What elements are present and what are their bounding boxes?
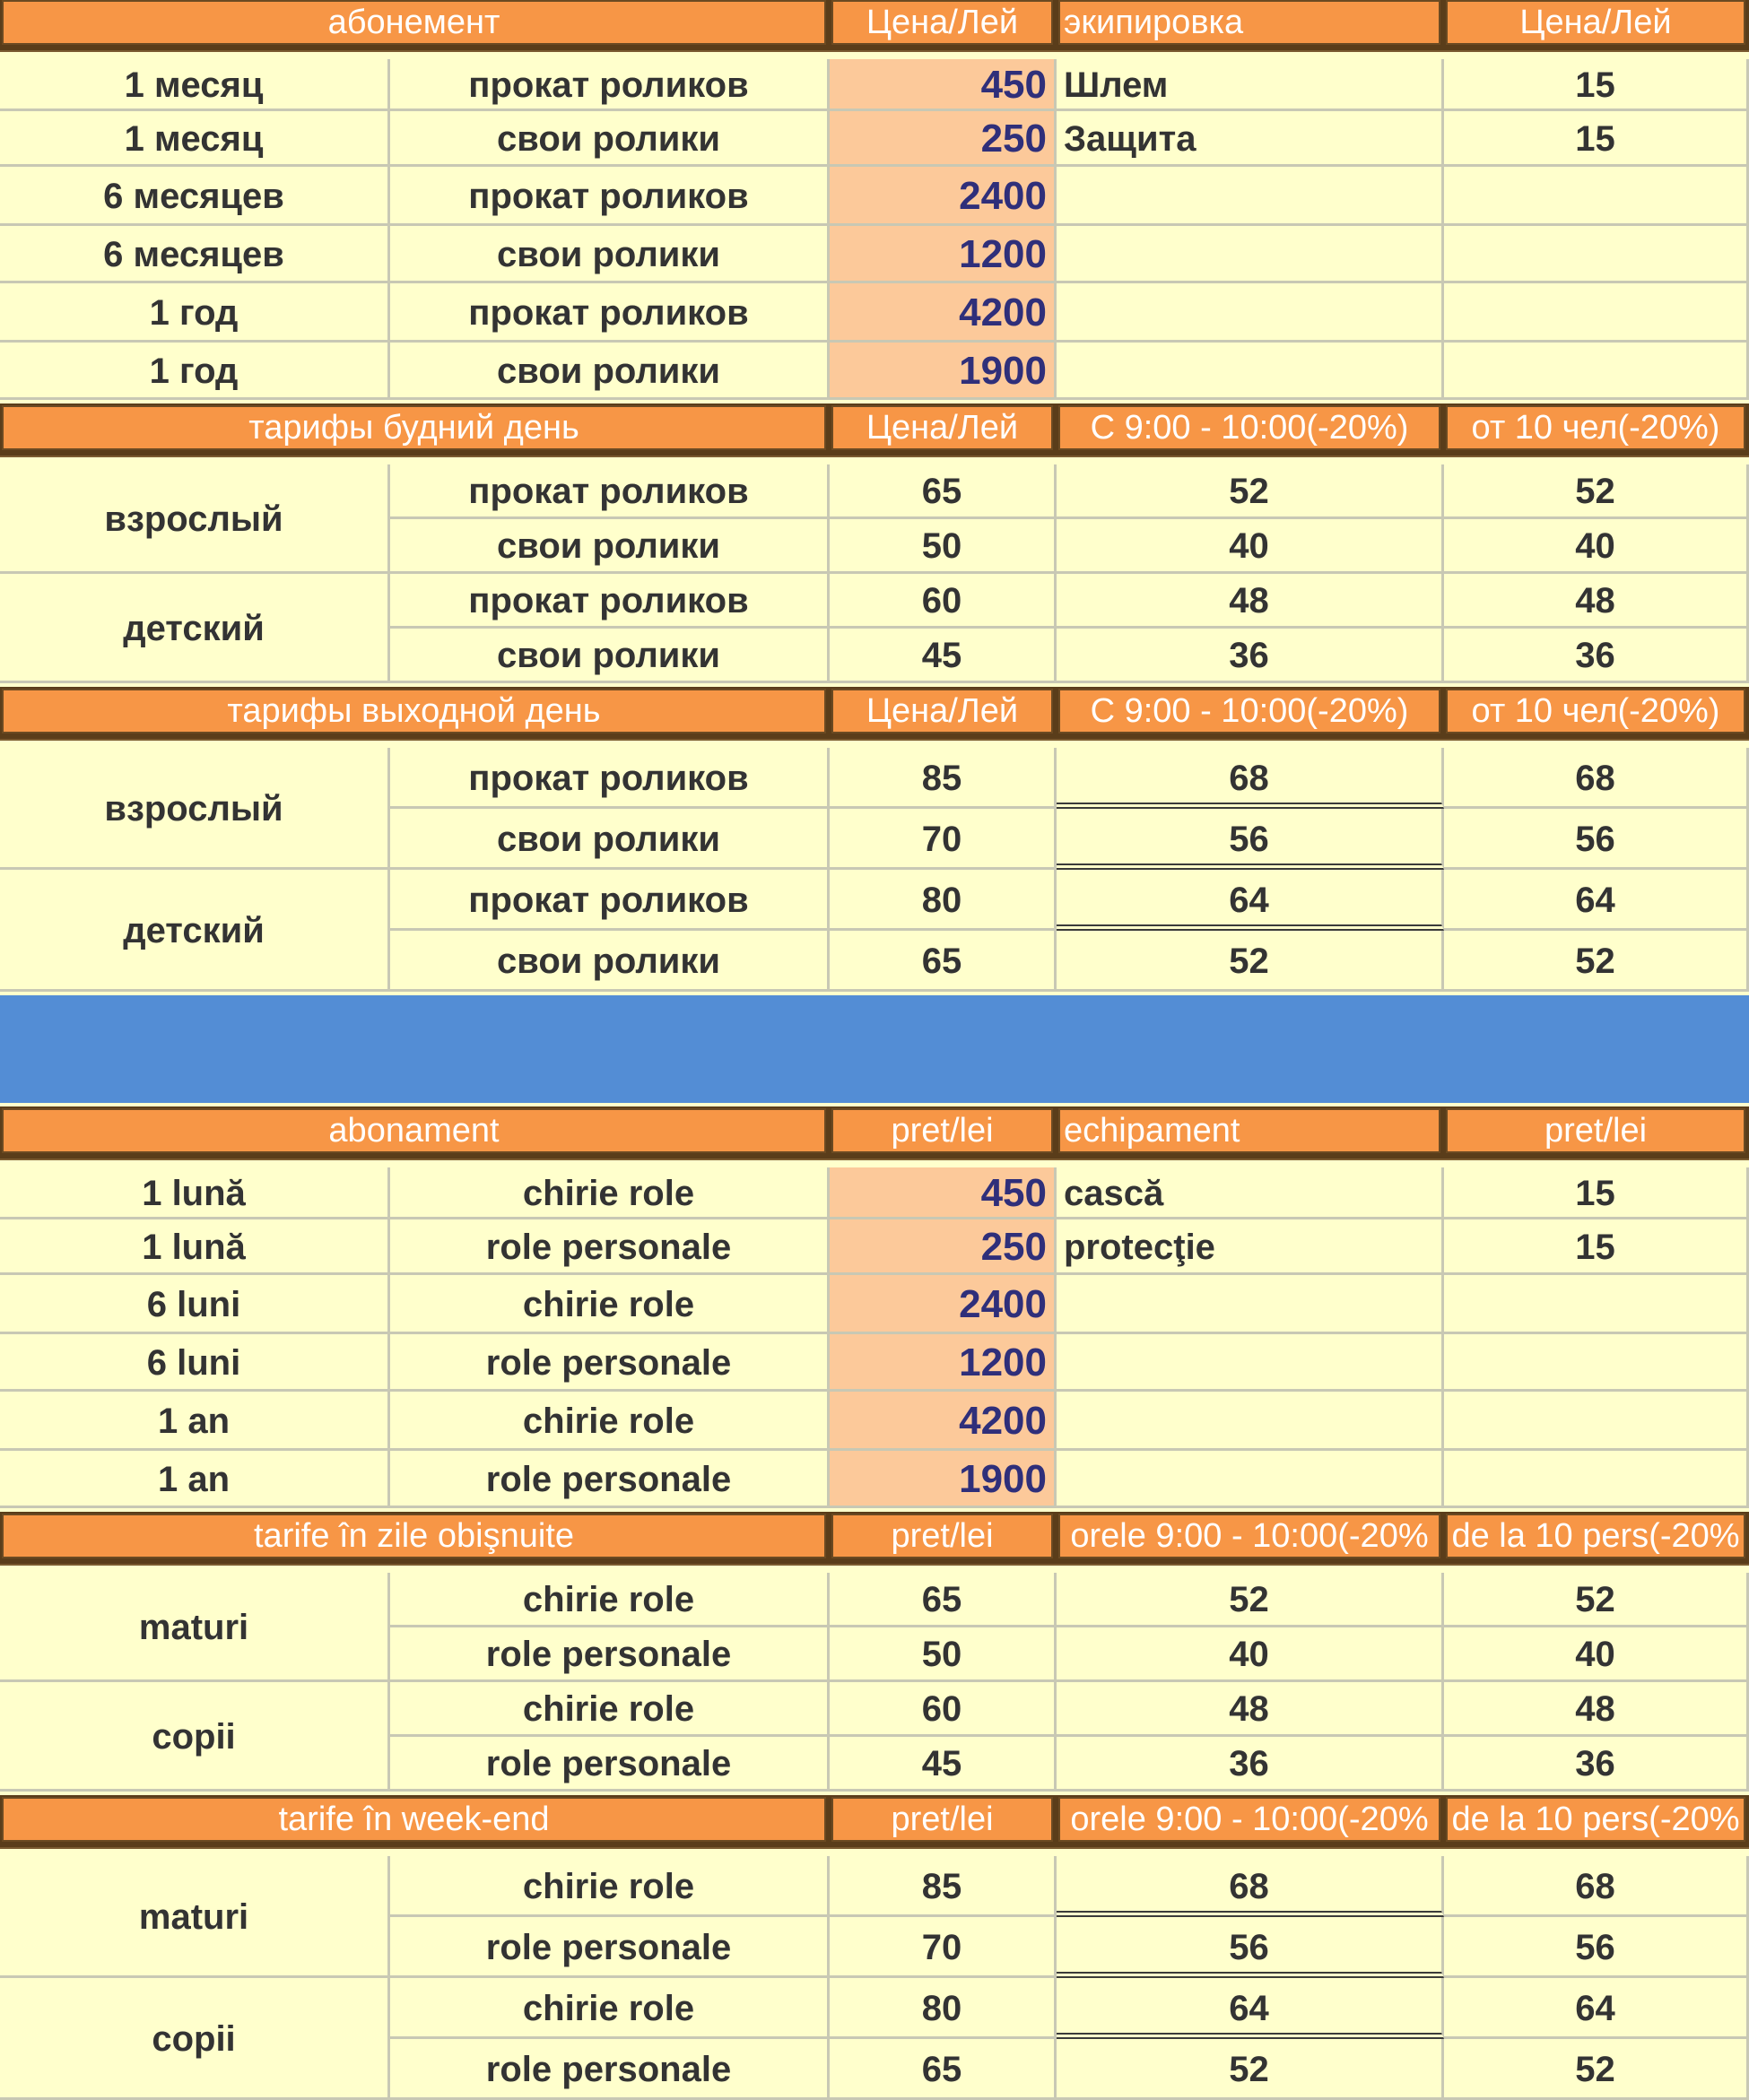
- price-cell: 65: [830, 1573, 1057, 1627]
- period-cell: 1 месяц: [0, 59, 390, 111]
- type-cell: chirie role: [390, 1856, 830, 1917]
- morning-discount-cell: 36: [1057, 629, 1444, 683]
- price-cell: 65: [830, 2039, 1057, 2100]
- type-cell: свои ролики: [390, 809, 830, 870]
- morning-discount-cell: 68: [1057, 748, 1444, 809]
- header-cell: от 10 чел(-20%): [1446, 405, 1745, 450]
- header-cell: экипировка: [1058, 0, 1440, 45]
- period-cell: 6 месяцев: [0, 167, 390, 226]
- type-cell: прокат роликов: [390, 870, 830, 931]
- equipment-price-cell: 15: [1444, 1167, 1749, 1219]
- price-cell: 1900: [830, 343, 1057, 400]
- type-cell: свои ролики: [390, 343, 830, 400]
- header-separator: [0, 739, 1749, 748]
- section-divider-band: [0, 995, 1749, 1103]
- type-cell: chirie role: [390, 1275, 830, 1334]
- type-cell: свои ролики: [390, 226, 830, 283]
- period-cell: 1 an: [0, 1392, 390, 1451]
- header-cell: тарифы будний день: [2, 405, 826, 450]
- morning-discount-cell: 40: [1057, 1627, 1444, 1682]
- header-cell: orele 9:00 - 10:00(-20%: [1058, 1797, 1440, 1842]
- header-cell: С 9:00 - 10:00(-20%): [1058, 689, 1440, 733]
- header-cell: от 10 чел(-20%): [1446, 689, 1745, 733]
- price-cell: 50: [830, 519, 1057, 574]
- group-discount-cell: 36: [1444, 1737, 1749, 1792]
- age-group-cell: copii: [0, 1682, 390, 1792]
- type-cell: прокат роликов: [390, 574, 830, 629]
- group-discount-cell: 52: [1444, 931, 1749, 992]
- header-cell: Цена/Лей: [831, 0, 1053, 45]
- header-cell: tarife în week-end: [2, 1797, 826, 1842]
- header-cell: С 9:00 - 10:00(-20%): [1058, 405, 1440, 450]
- equipment-cell: [1057, 167, 1444, 226]
- morning-discount-cell: 52: [1057, 464, 1444, 519]
- equipment-price-cell: [1444, 226, 1749, 283]
- morning-discount-cell: 56: [1057, 1917, 1444, 1978]
- period-cell: 6 luni: [0, 1334, 390, 1392]
- group-discount-cell: 56: [1444, 1917, 1749, 1978]
- group-discount-cell: 68: [1444, 1856, 1749, 1917]
- type-cell: прокат роликов: [390, 748, 830, 809]
- type-cell: chirie role: [390, 1167, 830, 1219]
- price-cell: 250: [830, 1219, 1057, 1275]
- header-separator: [0, 456, 1749, 464]
- type-cell: свои ролики: [390, 111, 830, 167]
- header-cell: абонемент: [2, 0, 826, 45]
- morning-discount-cell: 52: [1057, 1573, 1444, 1627]
- price-cell: 4200: [830, 1392, 1057, 1451]
- period-cell: 1 an: [0, 1451, 390, 1508]
- price-cell: 250: [830, 111, 1057, 167]
- group-discount-cell: 64: [1444, 870, 1749, 931]
- equipment-price-cell: [1444, 1392, 1749, 1451]
- equipment-price-cell: [1444, 1451, 1749, 1508]
- type-cell: role personale: [390, 1451, 830, 1508]
- group-discount-cell: 56: [1444, 809, 1749, 870]
- equipment-price-cell: 15: [1444, 1219, 1749, 1275]
- header-cell: тарифы выходной день: [2, 689, 826, 733]
- price-cell: 80: [830, 870, 1057, 931]
- type-cell: role personale: [390, 1627, 830, 1682]
- header-cell: pret/lei: [831, 1797, 1053, 1842]
- group-discount-cell: 48: [1444, 1682, 1749, 1737]
- header-cell: abonament: [2, 1108, 826, 1153]
- age-group-cell: взрослый: [0, 464, 390, 574]
- price-cell: 70: [830, 809, 1057, 870]
- equipment-price-cell: 15: [1444, 111, 1749, 167]
- equipment-cell: protecţie: [1057, 1219, 1444, 1275]
- equipment-price-cell: 15: [1444, 59, 1749, 111]
- equipment-cell: Шлем: [1057, 59, 1444, 111]
- equipment-cell: [1057, 283, 1444, 343]
- header-separator: [0, 1847, 1749, 1856]
- equipment-cell: cască: [1057, 1167, 1444, 1219]
- price-cell: 70: [830, 1917, 1057, 1978]
- price-cell: 45: [830, 629, 1057, 683]
- header-cell: de la 10 pers(-20%: [1446, 1797, 1745, 1842]
- header-cell: echipament: [1058, 1108, 1440, 1153]
- morning-discount-cell: 48: [1057, 1682, 1444, 1737]
- group-discount-cell: 52: [1444, 464, 1749, 519]
- price-cell: 60: [830, 1682, 1057, 1737]
- type-cell: role personale: [390, 2039, 830, 2100]
- type-cell: свои ролики: [390, 931, 830, 992]
- morning-discount-cell: 48: [1057, 574, 1444, 629]
- price-cell: 45: [830, 1737, 1057, 1792]
- equipment-cell: [1057, 343, 1444, 400]
- group-discount-cell: 64: [1444, 1978, 1749, 2039]
- price-cell: 85: [830, 748, 1057, 809]
- price-cell: 50: [830, 1627, 1057, 1682]
- morning-discount-cell: 40: [1057, 519, 1444, 574]
- price-cell: 1900: [830, 1451, 1057, 1508]
- age-group-cell: copii: [0, 1978, 390, 2100]
- header-cell: tarife în zile obişnuite: [2, 1514, 826, 1558]
- period-cell: 6 luni: [0, 1275, 390, 1334]
- period-cell: 1 lună: [0, 1167, 390, 1219]
- group-discount-cell: 36: [1444, 629, 1749, 683]
- period-cell: 1 год: [0, 283, 390, 343]
- type-cell: свои ролики: [390, 519, 830, 574]
- price-cell: 450: [830, 1167, 1057, 1219]
- price-cell: 450: [830, 59, 1057, 111]
- equipment-cell: [1057, 1392, 1444, 1451]
- group-discount-cell: 48: [1444, 574, 1749, 629]
- price-cell: 2400: [830, 1275, 1057, 1334]
- group-discount-cell: 40: [1444, 519, 1749, 574]
- period-cell: 1 lună: [0, 1219, 390, 1275]
- header-cell: orele 9:00 - 10:00(-20%: [1058, 1514, 1440, 1558]
- group-discount-cell: 52: [1444, 2039, 1749, 2100]
- header-separator: [0, 1564, 1749, 1573]
- type-cell: свои ролики: [390, 629, 830, 683]
- age-group-cell: детский: [0, 870, 390, 992]
- age-group-cell: maturi: [0, 1573, 390, 1682]
- price-cell: 1200: [830, 1334, 1057, 1392]
- price-cell: 2400: [830, 167, 1057, 226]
- group-discount-cell: 68: [1444, 748, 1749, 809]
- price-cell: 1200: [830, 226, 1057, 283]
- header-cell: Цена/Лей: [831, 689, 1053, 733]
- type-cell: role personale: [390, 1334, 830, 1392]
- equipment-price-cell: [1444, 343, 1749, 400]
- header-cell: pret/lei: [831, 1108, 1053, 1153]
- type-cell: role personale: [390, 1917, 830, 1978]
- header-separator: [0, 1158, 1749, 1167]
- type-cell: role personale: [390, 1737, 830, 1792]
- equipment-cell: [1057, 226, 1444, 283]
- type-cell: прокат роликов: [390, 283, 830, 343]
- type-cell: прокат роликов: [390, 59, 830, 111]
- type-cell: chirie role: [390, 1682, 830, 1737]
- equipment-cell: [1057, 1451, 1444, 1508]
- type-cell: прокат роликов: [390, 167, 830, 226]
- morning-discount-cell: 52: [1057, 931, 1444, 992]
- morning-discount-cell: 36: [1057, 1737, 1444, 1792]
- header-cell: pret/lei: [1446, 1108, 1745, 1153]
- equipment-price-cell: [1444, 1275, 1749, 1334]
- price-cell: 60: [830, 574, 1057, 629]
- equipment-cell: [1057, 1275, 1444, 1334]
- header-cell: pret/lei: [831, 1514, 1053, 1558]
- group-discount-cell: 40: [1444, 1627, 1749, 1682]
- age-group-cell: maturi: [0, 1856, 390, 1978]
- price-cell: 4200: [830, 283, 1057, 343]
- type-cell: chirie role: [390, 1392, 830, 1451]
- morning-discount-cell: 52: [1057, 2039, 1444, 2100]
- type-cell: chirie role: [390, 1978, 830, 2039]
- header-cell: Цена/Лей: [1446, 0, 1745, 45]
- equipment-cell: Защита: [1057, 111, 1444, 167]
- equipment-cell: [1057, 1334, 1444, 1392]
- morning-discount-cell: 56: [1057, 809, 1444, 870]
- morning-discount-cell: 68: [1057, 1856, 1444, 1917]
- equipment-price-cell: [1444, 1334, 1749, 1392]
- morning-discount-cell: 64: [1057, 870, 1444, 931]
- price-cell: 80: [830, 1978, 1057, 2039]
- price-cell: 65: [830, 464, 1057, 519]
- price-cell: 65: [830, 931, 1057, 992]
- age-group-cell: взрослый: [0, 748, 390, 870]
- header-cell: Цена/Лей: [831, 405, 1053, 450]
- morning-discount-cell: 64: [1057, 1978, 1444, 2039]
- age-group-cell: детский: [0, 574, 390, 683]
- type-cell: role personale: [390, 1219, 830, 1275]
- header-cell: de la 10 pers(-20%: [1446, 1514, 1745, 1558]
- group-discount-cell: 52: [1444, 1573, 1749, 1627]
- period-cell: 1 год: [0, 343, 390, 400]
- period-cell: 1 месяц: [0, 111, 390, 167]
- equipment-price-cell: [1444, 283, 1749, 343]
- price-cell: 85: [830, 1856, 1057, 1917]
- equipment-price-cell: [1444, 167, 1749, 226]
- type-cell: прокат роликов: [390, 464, 830, 519]
- type-cell: chirie role: [390, 1573, 830, 1627]
- header-separator: [0, 50, 1749, 59]
- period-cell: 6 месяцев: [0, 226, 390, 283]
